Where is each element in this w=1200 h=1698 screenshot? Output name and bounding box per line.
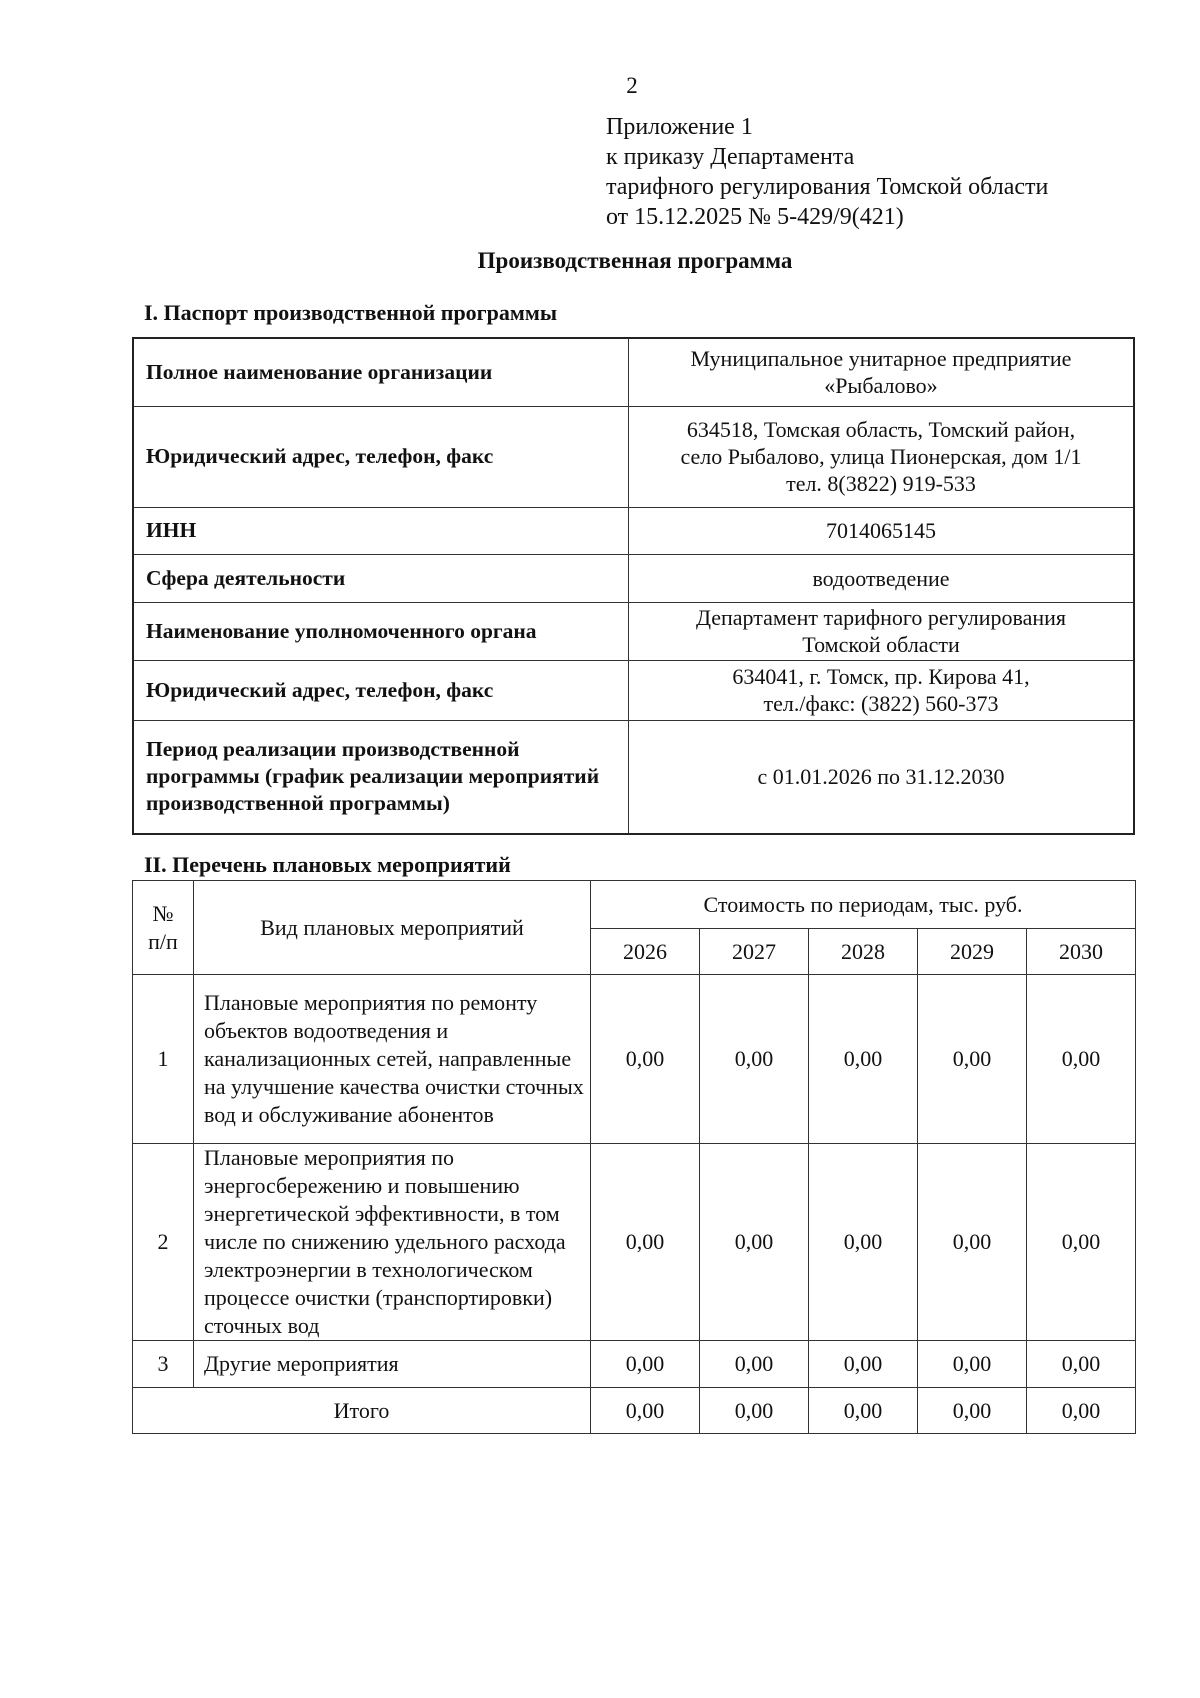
passport-value [629,554,1135,602]
value-line: 7014065145 [826,518,936,543]
value-line: водоотведение [812,565,950,591]
cost-value: 0,00 [918,975,1027,1144]
col-activity-header: Вид плановых мероприятий [194,881,591,975]
passport-label: ИНН [133,507,629,554]
passport-value [629,507,1135,554]
total-value: 0,00 [591,1388,700,1434]
passport-label: Период реализации производственной программы (график реализации мероприятий производственной программы) [133,720,629,834]
cost-value: 0,00 [591,975,700,1144]
document-title: Производственная программа [477,248,793,273]
value-line: Департамент тарифного регулирования [695,605,1067,630]
passport-value [629,602,1135,660]
table-row [133,1341,1136,1388]
total-value: 0,00 [700,1388,809,1434]
year-header: 2026 [591,929,700,975]
activity-name: Плановые мероприятия по энергосбережению и повышению энергетической эффективности, в том числе по снижению удельного расхода электроэнергии в технологическом процессе очистки (транспортировки) сточных вод [194,1144,591,1341]
table-row [133,406,1134,507]
section-heading-activities: II. Перечень плановых мероприятий [144,852,511,877]
year-header: 2027 [700,929,809,975]
cost-value: 0,00 [918,1341,1027,1388]
row-number: 2 [133,1144,194,1341]
total-value: 0,00 [918,1388,1027,1434]
activity-name: Плановые мероприятия по ремонту объектов водоотведения и канализационных сетей, направленные на улучшение качества очистки сточных вод и обслуживание абонентов [194,975,591,1144]
passport-value [629,720,1135,834]
table-row [133,720,1134,834]
passport-value [629,660,1135,720]
appendix-line: тарифного регулирования Томской области [606,174,1049,200]
value-line: тел./факс: (3822) 560-373 [763,691,999,716]
table-row [133,338,1134,406]
value-line: 634518, Томская область, Томский район, [686,417,1076,442]
row-number: 3 [133,1341,194,1388]
total-label: Итого [133,1388,591,1434]
cost-value: 0,00 [591,1341,700,1388]
total-value: 0,00 [1027,1388,1136,1434]
row-number: 1 [133,975,194,1144]
year-header: 2029 [918,929,1027,975]
value-line: «Рыбалово» [824,373,938,399]
appendix-line: Приложение 1 [606,114,753,140]
value-line: Томской области [802,632,960,657]
page-number: 2 [626,73,638,98]
table-row [133,975,1136,1144]
cost-value: 0,00 [591,1144,700,1341]
col-cost-header: Стоимость по периодам, тыс. руб. [591,881,1136,929]
value-line: село Рыбалово, улица Пионерская, дом 1/1 [680,444,1082,469]
appendix-line: к приказу Департамента [606,144,855,170]
cost-value: 0,00 [700,1144,809,1341]
cost-value: 0,00 [1027,975,1136,1144]
activities-table [132,880,1136,1434]
table-row [133,602,1134,660]
passport-label: Полное наименование организации [133,338,629,406]
passport-label: Юридический адрес, телефон, факс [133,660,629,720]
cost-value: 0,00 [918,1144,1027,1341]
table-row [133,1144,1136,1341]
header-line: № [152,900,174,926]
value-line: 634041, г. Томск, пр. Кирова 41, [732,664,1030,689]
cost-value: 0,00 [700,975,809,1144]
cost-value: 0,00 [809,1144,918,1341]
cost-value: 0,00 [700,1341,809,1388]
table-row [133,554,1134,602]
year-header: 2028 [809,929,918,975]
activity-name: Другие мероприятия [194,1341,591,1388]
cost-value: 0,00 [809,1341,918,1388]
cost-value: 0,00 [1027,1144,1136,1341]
col-number-header [133,881,194,975]
value-line: тел. 8(3822) 919-533 [786,471,976,496]
value-line: Муниципальное унитарное предприятие [690,346,1072,372]
appendix-line: от 15.12.2025 № 5-429/9(421) [606,204,904,230]
cost-value: 0,00 [1027,1341,1136,1388]
year-header: 2030 [1027,929,1136,975]
passport-value [629,406,1135,507]
passport-label: Сфера деятельности [133,554,629,602]
passport-label: Наименование уполномоченного органа [133,602,629,660]
appendix-block [606,112,1048,232]
passport-label: Юридический адрес, телефон, факс [133,406,629,507]
section-heading-passport: I. Паспорт производственной программы [144,300,558,325]
table-row [133,660,1134,720]
table-header-row [133,881,1136,929]
passport-value [629,338,1135,406]
header-line: п/п [148,928,178,954]
table-row [133,507,1134,554]
total-value: 0,00 [809,1388,918,1434]
passport-table [132,337,1135,835]
cost-value: 0,00 [809,975,918,1144]
value-line: с 01.01.2026 по 31.12.2030 [757,764,1005,790]
total-row [133,1388,1136,1434]
